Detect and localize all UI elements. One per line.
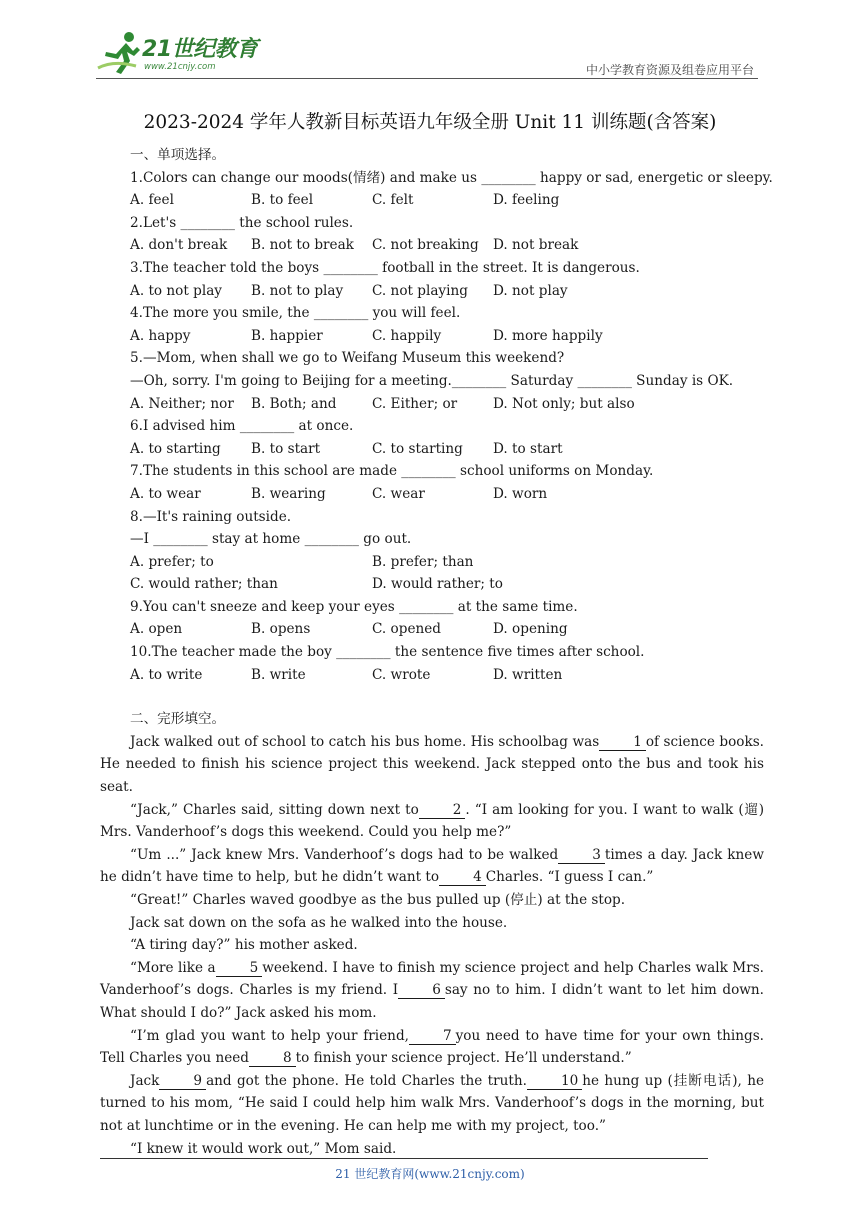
option-d: D. would rather; to [372,576,503,593]
option-b: B. to feel [251,192,314,209]
cloze-passage [100,731,764,1160]
cloze-paragraph: “I knew it would work out,” Mom said. [130,1140,397,1157]
cloze-blank: 9 [159,1073,206,1090]
question-stem: 3.The teacher told the boys ________ football in the street. It is dangerous. [130,259,640,276]
option-d: D. opening [493,621,568,638]
option-a: A. to not play [130,282,222,299]
option-d: D. Not only; but also [493,395,635,412]
question-options [100,483,764,506]
section-heading-cloze: 二、完形填空。 [130,711,226,728]
option-c: C. wear [372,485,425,502]
cloze-blank: 8 [249,1050,296,1067]
option-d: D. written [493,666,563,683]
option-a: A. to starting [130,440,221,457]
runner-logo-icon [96,30,144,76]
question-stem-reply: —I ________ stay at home ________ go out. [130,531,412,548]
option-d: D. worn [493,485,548,502]
option-a: A. prefer; to [130,553,214,570]
cloze-paragraph: “Um ...” Jack knew Mrs. Vanderhoof’s dogs had to be walked 3 times a day. Jack knew he didn’t have time to help, but he didn’t want to 4 Charles. “I guess I can.” [100,846,764,886]
platform-tagline: 中小学教育资源及组卷应用平台 [585,63,754,77]
question-options [100,393,764,416]
cloze-paragraph: “A tiring day?” his mother asked. [130,937,358,954]
option-c: C. opened [372,621,441,638]
option-d: D. to start [493,440,563,457]
option-c: C. wrote [372,666,431,683]
question-options [100,325,764,348]
option-c: C. Either; or [372,395,458,412]
footer-divider [100,1158,708,1159]
cloze-paragraph: Jack sat down on the sofa as he walked into the house. [130,914,508,931]
option-c: C. happily [372,327,442,344]
option-b: B. opens [251,621,311,638]
option-b: B. write [251,666,306,683]
header-divider [96,78,758,79]
option-c: C. to starting [372,440,463,457]
question-options [100,280,764,303]
option-d: D. feeling [493,192,560,209]
cloze-blank: 10 [527,1073,582,1090]
cloze-paragraph: “Great!” Charles waved goodbye as the bus pulled up (停止) at the stop. [130,892,626,908]
question-stem: 7.The students in this school are made ________ school uniforms on Monday. [130,463,654,480]
question-stem: 1.Colors can change our moods(情绪) and make us ________ happy or sad, energetic or sleepy. [130,169,773,186]
option-a: A. to write [130,666,203,683]
question-stem: 6.I advised him ________ at once. [130,418,354,435]
option-b: B. happier [251,327,323,344]
option-b: B. not to play [251,282,344,299]
cloze-blank: 5 [216,960,263,977]
option-b: B. wearing [251,485,326,502]
cloze-paragraph: “I’m glad you want to help your friend, 7 you need to have time for your own things. Tell Charles you need 8 to finish your science project. He’ll understand.” [100,1027,764,1067]
page-header [0,0,860,90]
site-logo [96,30,266,80]
cloze-blank: 7 [409,1028,456,1045]
option-c: C. felt [372,192,414,209]
option-b: B. Both; and [251,395,337,412]
question-options [100,234,764,257]
option-d: D. not play [493,282,568,299]
option-a: A. open [130,621,183,638]
question-options [100,438,764,461]
option-c: C. not playing [372,282,468,299]
logo-title [142,32,258,63]
option-a: A. don't break [130,237,228,254]
question-stem: 8.—It's raining outside. [130,508,292,525]
question-stem: 5.—Mom, when shall we go to Weifang Museum this weekend? [130,350,565,367]
question-options [100,664,764,687]
option-c: C. would rather; than [130,576,278,593]
question-stem-reply: —Oh, sorry. I'm going to Beijing for a meeting.________ Saturday ________ Sunday is OK. [130,372,734,389]
question-options [100,189,764,212]
question-stem: 2.Let's ________ the school rules. [130,214,354,231]
option-b: B. prefer; than [372,553,474,570]
cloze-paragraph: “More like a 5 weekend. I have to finish my science project and help Charles walk Mrs. Vanderhoof’s dogs. Charles is my friend. I 6 say no to him. I didn’t want to let him down. What should I do?” Jack asked his mom. [100,959,764,1021]
option-a: A. happy [130,327,191,344]
cloze-blank: 1 [599,734,646,751]
option-b: B. to start [251,440,321,457]
logo-url: www.21cnjy.com [144,62,216,72]
question-options [100,573,764,596]
option-d: D. not break [493,237,579,254]
logo-chinese-name: 世纪教育 [171,37,258,62]
question-options [100,551,764,574]
cloze-blank: 6 [398,982,445,999]
logo-number: 21 [142,37,172,62]
document-body [100,144,773,1160]
cloze-paragraph: Jack 9 and got the phone. He told Charles the truth. 10 he hung up (挂断电话), he turned to his mom, “He said I could help him walk Mrs. Vanderhoof’s dogs in the morning, but not at lunchtime or in the evening. He can help me with my project, too.” [100,1072,764,1134]
cloze-blank: 3 [558,847,605,864]
cloze-blank: 4 [439,869,486,886]
question-options [100,618,764,641]
page-footer: 21 世纪教育网(www.21cnjy.com) [335,1167,525,1181]
section-heading-multiple-choice: 一、单项选择。 [130,147,226,163]
question-stem: 10.The teacher made the boy ________ the sentence five times after school. [130,644,645,661]
document-title: 2023-2024 学年人教新目标英语九年级全册 Unit 11 训练题(含答案) [143,112,717,133]
option-b: B. not to break [251,237,354,254]
option-a: A. to wear [130,485,201,502]
option-c: C. not breaking [372,237,479,254]
cloze-paragraph: Jack walked out of school to catch his bus home. His schoolbag was 1 of science books. He needed to finish his science project this weekend. Jack stepped onto the bus and took his seat. [100,733,765,796]
question-stem: 9.You can't sneeze and keep your eyes ________ at the same time. [130,598,578,615]
cloze-paragraph: “Jack,” Charles said, sitting down next to 2 . “I am looking for you. I want to walk (遛) Mrs. Vanderhoof’s dogs this weekend. Could you help me?” [100,801,764,841]
cloze-blank: 2 [419,802,466,819]
option-a: A. Neither; nor [130,395,234,412]
option-d: D. more happily [493,327,603,344]
option-a: A. feel [130,192,174,209]
question-stem: 4.The more you smile, the ________ you will feel. [130,305,461,322]
